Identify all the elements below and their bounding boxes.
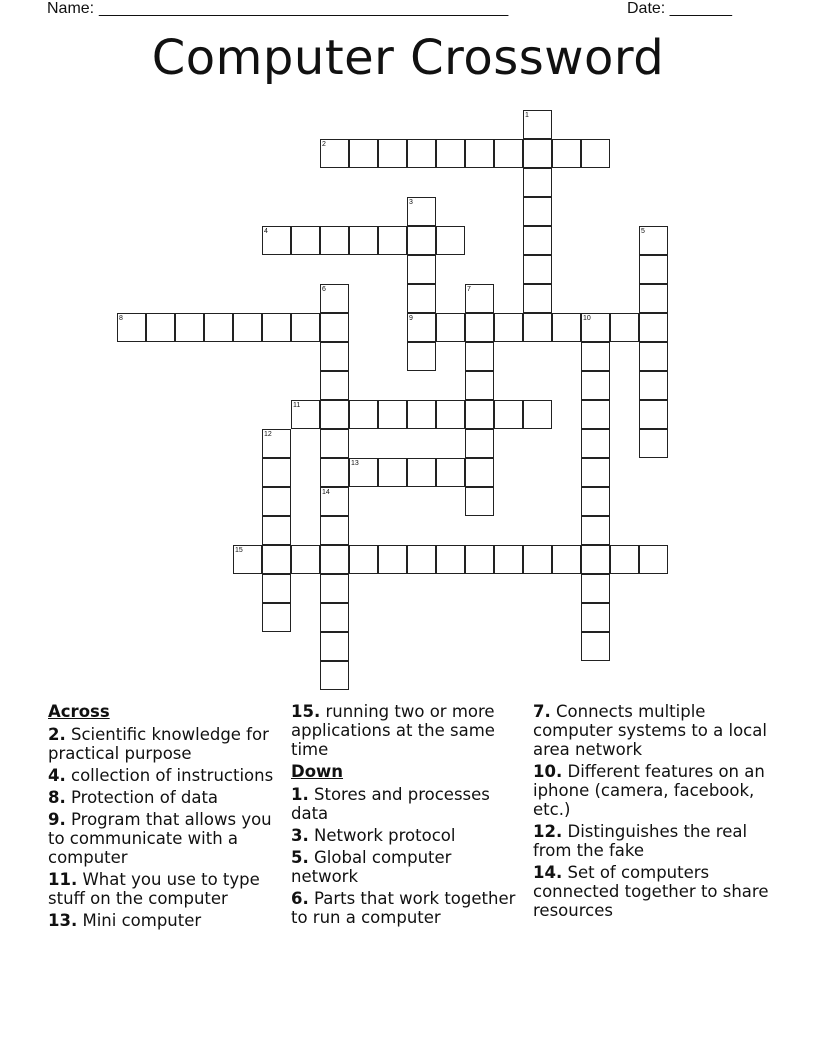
- crossword-cell[interactable]: [320, 603, 349, 632]
- cell-number: 3: [409, 199, 413, 206]
- crossword-cell[interactable]: [262, 516, 291, 545]
- crossword-cell[interactable]: [465, 545, 494, 574]
- crossword-cell[interactable]: [581, 342, 610, 371]
- crossword-cell[interactable]: [436, 139, 465, 168]
- cell-number: 15: [235, 547, 243, 554]
- crossword-cell[interactable]: [262, 429, 291, 458]
- cell-number: 7: [467, 286, 471, 293]
- crossword-cell[interactable]: [378, 139, 407, 168]
- down-heading: Down: [291, 762, 344, 781]
- crossword-cell[interactable]: [320, 516, 349, 545]
- crossword-cell[interactable]: [639, 371, 668, 400]
- crossword-cell[interactable]: [581, 545, 610, 574]
- crossword-cell[interactable]: [320, 632, 349, 661]
- crossword-cell[interactable]: [262, 574, 291, 603]
- crossword-cell[interactable]: [378, 458, 407, 487]
- crossword-cell[interactable]: [262, 487, 291, 516]
- clue-down-6: 6. Parts that work together to run a computer: [291, 889, 516, 927]
- clues-column-1: [48, 702, 280, 933]
- crossword-cell[interactable]: [320, 342, 349, 371]
- crossword-cell[interactable]: [378, 545, 407, 574]
- cell-number: 4: [264, 228, 268, 235]
- crossword-cell[interactable]: [494, 400, 523, 429]
- crossword-cell[interactable]: [262, 458, 291, 487]
- crossword-cell[interactable]: [523, 168, 552, 197]
- crossword-cell[interactable]: [581, 632, 610, 661]
- crossword-cell[interactable]: [262, 603, 291, 632]
- cell-number: 13: [351, 460, 359, 467]
- crossword-cell[interactable]: [523, 400, 552, 429]
- page-title: Computer Crossword: [151, 30, 665, 86]
- crossword-cell[interactable]: [349, 400, 378, 429]
- crossword-cell[interactable]: [523, 139, 552, 168]
- clue-across-11: 11. What you use to type stuff on the computer: [48, 870, 260, 908]
- crossword-cell[interactable]: [407, 458, 436, 487]
- crossword-cell[interactable]: [262, 545, 291, 574]
- crossword-cell[interactable]: [407, 255, 436, 284]
- clue-down-7: 7. Connects multiple computer systems to a local area network: [533, 702, 767, 759]
- crossword-cell[interactable]: [349, 139, 378, 168]
- clue-across-9: 9. Program that allows you to communicate with a computer: [48, 810, 272, 867]
- crossword-cell[interactable]: [581, 139, 610, 168]
- crossword-cell[interactable]: [320, 458, 349, 487]
- crossword-cell[interactable]: [465, 139, 494, 168]
- crossword-cell[interactable]: [407, 545, 436, 574]
- clues-column-3: [533, 702, 773, 923]
- crossword-cell[interactable]: [320, 429, 349, 458]
- crossword-cell[interactable]: [233, 545, 262, 574]
- crossword-cell[interactable]: [523, 255, 552, 284]
- crossword-cell[interactable]: [494, 545, 523, 574]
- crossword-cell[interactable]: [610, 545, 639, 574]
- clue-down-10: 10. Different features on an iphone (camera, facebook, etc.): [533, 762, 765, 819]
- date-field[interactable]: Date: _______: [627, 0, 732, 17]
- clue-down-14: 14. Set of computers connected together to share resources: [533, 863, 769, 920]
- crossword-cell[interactable]: [552, 139, 581, 168]
- crossword-cell[interactable]: [436, 400, 465, 429]
- crossword-cell[interactable]: [349, 545, 378, 574]
- crossword-cell[interactable]: [523, 226, 552, 255]
- crossword-cell[interactable]: [639, 545, 668, 574]
- crossword-cell[interactable]: [581, 603, 610, 632]
- crossword-cell[interactable]: [407, 197, 436, 226]
- crossword-cell[interactable]: [552, 545, 581, 574]
- crossword-cell[interactable]: [639, 284, 668, 313]
- clue-across-13: 13. Mini computer: [48, 911, 202, 930]
- cell-number: 2: [322, 141, 326, 148]
- crossword-cell[interactable]: [291, 226, 320, 255]
- clue-down-5: 5. Global computer network: [291, 848, 452, 886]
- crossword-cell[interactable]: [320, 545, 349, 574]
- cell-number: 6: [322, 286, 326, 293]
- crossword-cell[interactable]: [407, 284, 436, 313]
- crossword-cell[interactable]: [465, 313, 494, 342]
- cell-number: 12: [264, 431, 272, 438]
- crossword-cell[interactable]: [262, 313, 291, 342]
- crossword-cell[interactable]: [320, 371, 349, 400]
- crossword-cell[interactable]: [291, 400, 320, 429]
- crossword-cell[interactable]: [349, 226, 378, 255]
- crossword-cell[interactable]: [262, 226, 291, 255]
- cell-number: 14: [322, 489, 330, 496]
- crossword-cell[interactable]: [581, 313, 610, 342]
- crossword-cell[interactable]: [407, 139, 436, 168]
- clues-column-2: [291, 702, 523, 930]
- crossword-cell[interactable]: [581, 458, 610, 487]
- crossword-cell[interactable]: [465, 284, 494, 313]
- crossword-cell[interactable]: [581, 400, 610, 429]
- crossword-cell[interactable]: [233, 313, 262, 342]
- crossword-cell[interactable]: [639, 429, 668, 458]
- clue-across-15: 15. running two or more applications at the same time: [291, 702, 495, 759]
- cell-number: 1: [525, 112, 529, 119]
- cell-number: 11: [293, 402, 301, 409]
- crossword-cell[interactable]: [465, 487, 494, 516]
- crossword-cell[interactable]: [436, 226, 465, 255]
- crossword-cell[interactable]: [610, 313, 639, 342]
- crossword-cell[interactable]: [320, 661, 349, 690]
- crossword-cell[interactable]: [436, 313, 465, 342]
- crossword-cell[interactable]: [523, 110, 552, 139]
- crossword-cell[interactable]: [117, 313, 146, 342]
- crossword-cell[interactable]: [175, 313, 204, 342]
- clue-down-12: 12. Distinguishes the real from the fake: [533, 822, 748, 860]
- crossword-cell[interactable]: [407, 226, 436, 255]
- crossword-cell[interactable]: [320, 284, 349, 313]
- crossword-cell[interactable]: [639, 400, 668, 429]
- crossword-cell[interactable]: [320, 226, 349, 255]
- crossword-cell[interactable]: [436, 458, 465, 487]
- crossword-cell[interactable]: [436, 545, 465, 574]
- crossword-cell[interactable]: [465, 429, 494, 458]
- crossword-cell[interactable]: [639, 342, 668, 371]
- crossword-cell[interactable]: [581, 516, 610, 545]
- crossword-cell[interactable]: [291, 545, 320, 574]
- crossword-cell[interactable]: [320, 487, 349, 516]
- crossword-cell[interactable]: [494, 139, 523, 168]
- crossword-cell[interactable]: [378, 400, 407, 429]
- crossword-cell[interactable]: [407, 342, 436, 371]
- crossword-cell[interactable]: [320, 400, 349, 429]
- crossword-cell[interactable]: [320, 139, 349, 168]
- crossword-cell[interactable]: [465, 342, 494, 371]
- crossword-cell[interactable]: [523, 545, 552, 574]
- clue-down-1: 1. Stores and processes data: [291, 785, 490, 823]
- crossword-cell[interactable]: [523, 313, 552, 342]
- crossword-cell[interactable]: [523, 197, 552, 226]
- crossword-cell[interactable]: [465, 458, 494, 487]
- crossword-cell[interactable]: [349, 458, 378, 487]
- name-field-line[interactable]: ______________________________________________: [99, 0, 509, 17]
- crossword-cell[interactable]: [639, 255, 668, 284]
- crossword-cell[interactable]: [291, 313, 320, 342]
- clue-across-4: 4. collection of instructions: [48, 766, 274, 785]
- clue-across-2: 2. Scientific knowledge for practical purpose: [48, 725, 269, 763]
- crossword-cell[interactable]: [407, 400, 436, 429]
- crossword-cell[interactable]: [639, 226, 668, 255]
- crossword-cell[interactable]: [581, 429, 610, 458]
- crossword-cell[interactable]: [494, 313, 523, 342]
- crossword-cell[interactable]: [320, 313, 349, 342]
- crossword-cell[interactable]: [581, 487, 610, 516]
- crossword-cell[interactable]: [581, 371, 610, 400]
- name-label: Name:: [47, 0, 95, 17]
- clue-down-3: 3. Network protocol: [291, 826, 456, 845]
- crossword-cell[interactable]: [320, 574, 349, 603]
- crossword-cell[interactable]: [639, 313, 668, 342]
- crossword-cell[interactable]: [465, 371, 494, 400]
- across-heading: Across: [48, 702, 110, 721]
- cell-number: 10: [583, 315, 591, 322]
- crossword-cell[interactable]: [204, 313, 233, 342]
- cell-number: 5: [641, 228, 645, 235]
- crossword-cell[interactable]: [407, 313, 436, 342]
- crossword-cell[interactable]: [378, 226, 407, 255]
- clue-across-8: 8. Protection of data: [48, 788, 219, 807]
- crossword-cell[interactable]: [465, 400, 494, 429]
- crossword-cell[interactable]: [581, 574, 610, 603]
- crossword-cell[interactable]: [552, 313, 581, 342]
- cell-number: 9: [409, 315, 413, 322]
- crossword-cell[interactable]: [523, 284, 552, 313]
- cell-number: 8: [119, 315, 123, 322]
- crossword-cell[interactable]: [146, 313, 175, 342]
